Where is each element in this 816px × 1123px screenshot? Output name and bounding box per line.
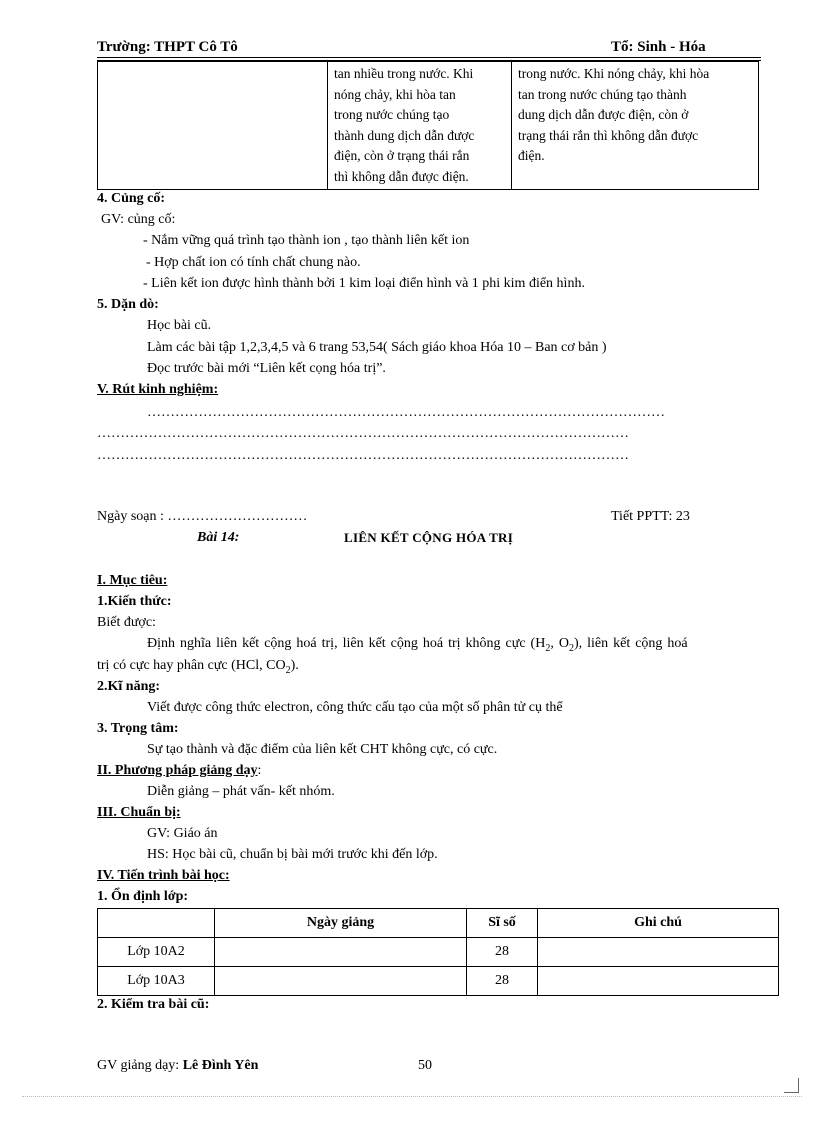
table-row xyxy=(98,967,779,996)
dinh-nghia-text: ), liên kết cộng hoá xyxy=(573,636,688,651)
subscript: 2 xyxy=(285,664,291,676)
lesson-title: LIÊN KẾT CỘNG HÓA TRỊ xyxy=(344,530,514,545)
chuan-bi-title: III. Chuẩn bị: xyxy=(97,805,181,820)
department-name: Tổ: Sinh - Hóa xyxy=(611,39,706,55)
page-number: 50 xyxy=(418,1058,432,1073)
header-rule xyxy=(97,57,761,58)
top-table-col1 xyxy=(98,62,328,190)
top-col3-line: trạng thái rắn thì không dẫn được xyxy=(518,127,699,143)
dan-do-item: Đọc trước bài mới “Liên kết cọng hóa trị”. xyxy=(147,361,386,376)
tien-trinh-title: IV. Tiến trình bài học: xyxy=(97,868,230,883)
top-continuation-table xyxy=(97,61,759,190)
phuong-phap-heading xyxy=(97,763,261,779)
top-table-col2 xyxy=(328,62,512,190)
cung-co-item: - Nắm vững quá trình tạo thành ion , tạo thành liên kết ion xyxy=(143,233,470,248)
top-col2-line: trong nước chúng tạo xyxy=(334,107,450,122)
cung-co-title: 4. Củng cố: xyxy=(97,191,166,206)
header-cell: Ghi chú xyxy=(538,909,779,938)
header-cell: Sĩ số xyxy=(467,909,538,938)
dan-do-item: Học bài cũ. xyxy=(147,318,212,333)
subscript: 2 xyxy=(545,642,551,654)
rut-kinh-nghiem-title: V. Rút kinh nghiệm: xyxy=(97,382,219,397)
top-col3-line: dung dịch dẫn được điện, còn ở xyxy=(518,107,689,122)
chuan-bi-hs: HS: Học bài cũ, chuẩn bị bài mới trước khi đến lớp. xyxy=(147,847,438,862)
page-bottom-border xyxy=(22,1096,802,1097)
chuan-bi-gv: GV: Giáo án xyxy=(147,826,218,841)
blank-line: ………………………………………………………………………………………………… xyxy=(147,405,665,420)
phuong-phap-text: Diễn giảng – phát vấn- kết nhóm. xyxy=(147,784,335,799)
dinh-nghia-line-2 xyxy=(97,658,299,676)
muc-tieu-title: I. Mục tiêu: xyxy=(97,573,168,588)
ghi-chu-cell xyxy=(538,967,779,996)
trong-tam-text: Sự tạo thành và đặc điểm của liên kết CHT không cực, có cực. xyxy=(147,742,498,757)
lesson-number: Bài 14: xyxy=(197,530,240,545)
kien-thuc-title: 1.Kiến thức: xyxy=(97,594,172,609)
top-col2-line: tan nhiều trong nước. Khi xyxy=(334,66,474,81)
biet-duoc: Biết được: xyxy=(97,615,156,630)
top-col2-line: nóng chảy, khi hòa tan xyxy=(334,86,456,102)
phuong-phap-title: II. Phương pháp giảng dạy xyxy=(97,763,258,778)
class-table-header xyxy=(98,909,779,938)
teacher-name: Lê Đình Yên xyxy=(182,1058,259,1073)
kiem-tra-bai-cu: 2. Kiểm tra bài cũ: xyxy=(97,997,210,1012)
class-name-cell: Lớp 10A2 xyxy=(98,938,215,967)
dan-do-title: 5. Dặn dò: xyxy=(97,297,159,312)
school-name: Trường: THPT Cô Tô xyxy=(97,39,238,55)
header-cell: Ngày giảng xyxy=(215,909,467,938)
top-col3-line: trong nước. Khi nóng chảy, khi hòa xyxy=(518,66,710,81)
dinh-nghia-text: Định nghĩa liên kết cộng hoá trị, liên kết cộng hoá trị không cực (H xyxy=(147,636,546,651)
si-so-cell: 28 xyxy=(467,938,538,967)
si-so-cell: 28 xyxy=(467,967,538,996)
class-table xyxy=(97,908,779,996)
class-name-cell: Lớp 10A3 xyxy=(98,967,215,996)
teacher-label: GV giảng dạy: xyxy=(97,1058,183,1073)
top-col2-line: thành dung dịch dẫn được xyxy=(334,127,475,143)
top-col2-line: điện, còn ở trạng thái rắn xyxy=(334,148,470,163)
blank-line: …………………………………………………………………………………………………… xyxy=(97,426,629,441)
blank-line: …………………………………………………………………………………………………… xyxy=(97,448,629,463)
top-col3-line: tan trong nước chúng tạo thành xyxy=(518,86,687,102)
ngay-giang-cell xyxy=(215,938,467,967)
dinh-nghia-text: , O xyxy=(550,636,569,651)
footer-teacher xyxy=(97,1058,258,1074)
top-col2-line: thì không dẫn được điện. xyxy=(334,168,469,184)
ngay-soan: Ngày soạn : ………………………… xyxy=(97,509,308,524)
header-cell xyxy=(98,909,215,938)
crop-mark xyxy=(784,1078,799,1093)
trong-tam-title: 3. Trọng tâm: xyxy=(97,721,179,736)
ki-nang-text: Viết được công thức electron, công thức cấu tạo của một số phân tử cụ thể xyxy=(147,700,563,715)
ki-nang-title: 2.Kĩ năng: xyxy=(97,679,161,694)
cung-co-item: - Liên kết ion được hình thành bởi 1 kim loại điển hình và 1 phi kim điển hình. xyxy=(143,276,585,291)
ghi-chu-cell xyxy=(538,938,779,967)
cung-co-gv: GV: củng cố: xyxy=(101,212,176,227)
dinh-nghia-line xyxy=(147,636,688,654)
subscript: 2 xyxy=(568,642,574,654)
tiet-pptt: Tiết PPTT: 23 xyxy=(611,509,690,524)
cung-co-item: - Hợp chất ion có tính chất chung nào. xyxy=(146,255,361,270)
dinh-nghia-text: trị có cực hay phân cực (HCl, CO xyxy=(97,658,286,673)
dinh-nghia-text: ). xyxy=(290,658,299,673)
phuong-phap-colon: : xyxy=(257,763,262,778)
top-col3-line: điện. xyxy=(518,148,545,163)
on-dinh-lop: 1. Ổn định lớp: xyxy=(97,889,189,904)
ngay-giang-cell xyxy=(215,967,467,996)
dan-do-item: Làm các bài tập 1,2,3,4,5 và 6 trang 53,54( Sách giáo khoa Hóa 10 – Ban cơ bản ) xyxy=(147,340,607,355)
table-row xyxy=(98,938,779,967)
top-table-col3 xyxy=(512,62,759,190)
